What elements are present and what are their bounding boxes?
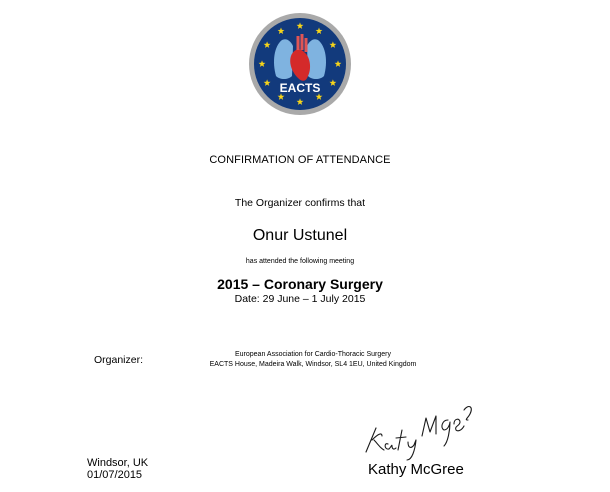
- organizer-address: EACTS House, Madeira Walk, Windsor, SL4 1EU, United Kingdom: [209, 361, 417, 368]
- certificate-title: CONFIRMATION OF ATTENDANCE: [209, 154, 391, 166]
- attendee-name: Onur Ustunel: [252, 227, 348, 244]
- eacts-logo: [246, 10, 354, 118]
- logo-text: EACTS: [279, 81, 321, 95]
- organizer-label: Organizer:: [94, 354, 144, 366]
- meeting-date: Date: 29 June – 1 July 2015: [234, 293, 366, 305]
- attended-text: has attended the following meeting: [245, 258, 355, 265]
- signature-strokes: [366, 407, 471, 460]
- issue-place: Windsor, UK: [87, 457, 149, 469]
- confirms-text: The Organizer confirms that: [234, 197, 366, 209]
- organizer-name: European Association for Cardio-Thoracic Surgery: [234, 351, 392, 358]
- handwritten-signature: [358, 390, 478, 462]
- issue-date: 01/07/2015: [87, 469, 143, 481]
- signer-name: Kathy McGree: [368, 461, 464, 478]
- meeting-title: 2015 – Coronary Surgery: [217, 276, 383, 292]
